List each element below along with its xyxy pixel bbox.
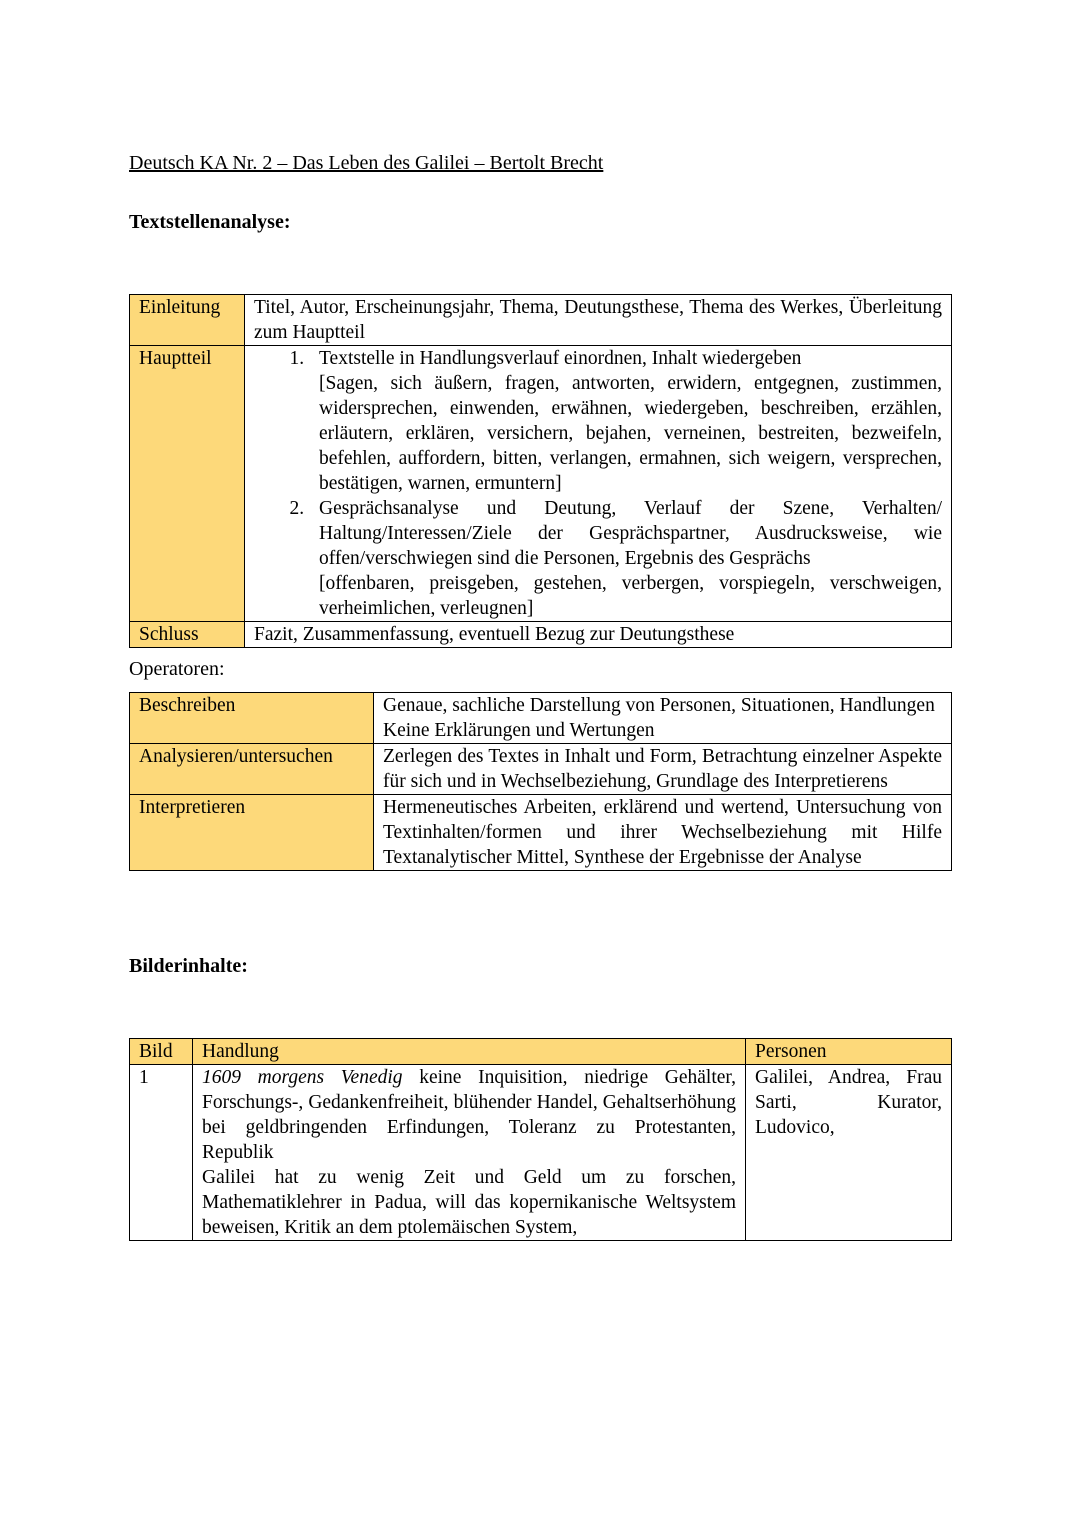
operatoren-heading: Operatoren: (129, 658, 225, 680)
list-item-detail: [Sagen, sich äußern, fragen, antworten, erwidern, entgegnen, zustimmen, widersprechen, einwenden, erwähnen, wiedergeben, beschreiben, erzählen, erläutern, erklären, versichern, bejahen, verneinen, bestreiten, bezweifeln, befehlen, auffordern, bitten, verlangen, ermahnen, sich weigern, versprechen, bestätigen, warnen, ermuntern] (319, 373, 942, 494)
table-row (130, 622, 952, 648)
column-header-handlung: Handlung (193, 1039, 746, 1065)
column-header-personen: Personen (746, 1039, 952, 1065)
table-row (130, 346, 952, 622)
row-label-schluss: Schluss (130, 622, 245, 648)
row-label-einleitung: Einleitung (130, 295, 245, 346)
document-title: Deutsch KA Nr. 2 – Das Leben des Galilei – Bertolt Brecht (129, 152, 604, 174)
list-item-main: 2. Gesprächsanalyse und Deutung, Verlauf der Szene, Verhalten/ Haltung/Interessen/Ziele der Gesprächspartner, Ausdrucksweise, wie offen/verschwiegen sind die Personen, Ergebnis des Gesprächs (319, 498, 942, 569)
handlung-paragraph-2: Galilei hat zu wenig Zeit und Geld um zu forschen, Mathematiklehrer in Padua, will das kopernikanische Weltsystem beweisen, Kritik an dem ptolemäischen System, (202, 1167, 736, 1238)
handlung-paragraph (202, 1065, 736, 1165)
row-text-schluss: Fazit, Zusammenfassung, eventuell Bezug zur Deutungsthese (245, 622, 952, 648)
cell-bild: 1 (130, 1065, 193, 1241)
cell-personen: Galilei, Andrea, Frau Sarti, Kurator, Ludovico, (746, 1065, 952, 1241)
operator-interpretieren-text: Hermeneutisches Arbeiten, erklärend und wertend, Untersuchung von Textinhalten/formen und ihrer Wechselbeziehung mit Hilfe Textanalytischer Mittel, Synthese der Ergebnisse der Analyse (374, 795, 952, 871)
table-row (130, 693, 952, 744)
table-row (130, 744, 952, 795)
row-label-hauptteil: Hauptteil (130, 346, 245, 622)
table-row (130, 1065, 952, 1241)
operator-analysieren: Analysieren/untersuchen (130, 744, 374, 795)
textstellen-heading: Textstellenanalyse: (129, 211, 291, 233)
handlung-time-place: 1609 morgens Venedig (202, 1067, 403, 1088)
table-header-row (130, 1039, 952, 1065)
operator-beschreiben: Beschreiben (130, 693, 374, 744)
handlung-text: keine Inquisition, niedrige Gehälter, Forschungs-, Gedankenfreiheit, blühender Handel, Gehaltserhöhung bei geldbringenden Erfindungen, Toleranz zu Protestanten, Republik (202, 1067, 737, 1163)
operator-text-line: Keine Erklärungen und Wertungen (383, 720, 655, 741)
bilder-heading: Bilderinhalte: (129, 955, 248, 977)
operator-text-line: Genaue, sachliche Darstellung von Personen, Situationen, Handlungen (383, 695, 935, 716)
list-item-detail: [offenbaren, preisgeben, gestehen, verbergen, vorspiegeln, verschweigen, verheimlichen, verleugnen] (319, 573, 942, 619)
document-page (129, 150, 951, 1241)
list-item (309, 496, 942, 621)
list-item-main: 1. Textstelle in Handlungsverlauf einordnen, Inhalt wiedergeben (319, 348, 802, 369)
hauptteil-list (254, 346, 942, 621)
operator-analysieren-text: Zerlegen des Textes in Inhalt und Form, Betrachtung einzelner Aspekte für sich und in Wechselbeziehung, Grundlage des Interpretierens (374, 744, 952, 795)
operatoren-table (129, 692, 952, 871)
bilder-table (129, 1038, 952, 1241)
table-row (130, 295, 952, 346)
operator-interpretieren: Interpretieren (130, 795, 374, 871)
operator-beschreiben-text (374, 693, 952, 744)
cell-handlung (193, 1065, 746, 1241)
row-text-hauptteil (245, 346, 952, 622)
row-text-einleitung: Titel, Autor, Erscheinungsjahr, Thema, Deutungsthese, Thema des Werkes, Überleitung zum Hauptteil (245, 295, 952, 346)
list-item (309, 346, 942, 496)
table-row (130, 795, 952, 871)
column-header-bild: Bild (130, 1039, 193, 1065)
textstellen-table (129, 294, 952, 648)
